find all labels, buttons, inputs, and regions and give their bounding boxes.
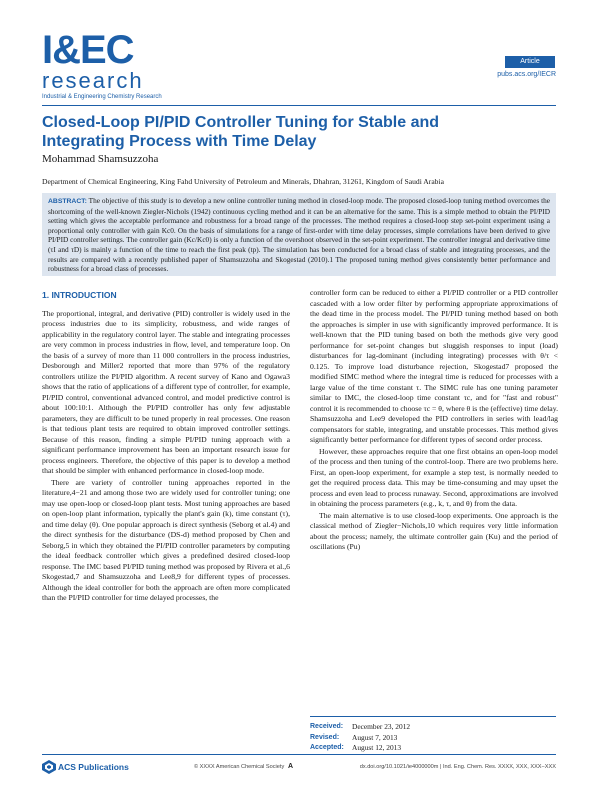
journal-logo-research: research [42, 68, 144, 93]
paragraph: There are variety of controller tuning approaches reported in the literature,4−21 and among those two are widely used for controller tuning; one may use open-loop or closed-loop plant tests. Most tuning approaches are based on open-loop plant information, typically the plant's gain (k), time constant (τ), and time delay (θ). One popular approach is direct synthesis (Seborg et al.4) and the direct synthesis for the disturbance (DS-d) method proposed by Chen and Seborg,5 in which they obtained the PI/PID controller parameters by computing the ideal feedback controller which gives a predefined desired closed-loop response. The IMC based PI/PID tuning method was proposed by Rivera et al.,6 Skogestad,7 and Shamsuzzoha and Lee8,9 for different types of processes. Although the ideal controller for both the approach are often more complicated than the PI/PID controller for time delayed processes, the [42, 477, 290, 602]
footer-divider [42, 754, 556, 755]
right-column [310, 288, 558, 554]
abstract-label: ABSTRACT: [48, 198, 87, 205]
received-label: Received: [310, 723, 344, 730]
author-affiliation: Department of Chemical Engineering, King Fahd University of Petroleum and Minerals, Dhahran, 31261, Kingdom of Saudi Arabia [42, 177, 444, 186]
doi-link[interactable]: dx.doi.org/10.1021/ie4000000m | Ind. Eng. Chem. Res. XXXX, XXX, XXX−XXX [359, 764, 556, 770]
left-column [42, 288, 290, 605]
revised-label: Revised: [310, 733, 340, 741]
article-type-badge: Article [505, 56, 555, 68]
publisher-name: ACS Publications [58, 762, 129, 772]
abstract-text: The objective of this study is to develop a new online controller tuning method in closed-loop mode. The proposed closed-loop tuning method overcomes the shortcoming of the well-known Ziegler-Nichols (1942) continuous cycling method and it can be an alternative for the same. This is a simple method to obtain the PI/PID setting which gives the acceptable performance and robustness for a broad range of the processes. The method requires a closed-loop step set-point experiment using a proportional only controller with gain Kc0. On the basis of simulations for a range of first-order with time delay processes, simple correlations have been derived to give PI/PID controller settings. The controller gain (Kc/Kc0) is only a function of the overshoot observed in the set-point experiment. The controller integral and derivative time (τI and τD) is mainly a function of the time to reach the first peak (tp). The simulation has been conducted for a broad class of stable and integrating processes, and the results are compared with a recently published paper of Shamsuzzoha and Skogestad (2010).1 The proposed tuning method gives consistently better performance and robustness for a broad class of processes. [48, 196, 550, 274]
page-footer [42, 760, 556, 774]
paragraph: However, these approaches require that one first obtains an open-loop model of the process and then tuning of the control-loop. There are two problems here. First, an open-loop experiment, for example a step test, is normally needed to get the required process data. This may be time-consuming and may upset the process and even lead to process runaway. Second, approximations are involved in obtaining the process parameters (e.g., k, τ, and θ) from the data. [310, 446, 558, 508]
journal-url-link[interactable]: pubs.acs.org/IECR [497, 71, 556, 78]
journal-logo: I&EC [42, 28, 134, 72]
accepted-label: Accepted: [310, 744, 344, 751]
publication-dates [310, 716, 556, 754]
paper-author: Mohammad Shamsuzzoha [42, 153, 159, 165]
date-row-accepted [310, 743, 556, 754]
page-number: A [288, 763, 294, 770]
revised-value: August 7, 2013 [352, 732, 398, 742]
date-row-received [310, 722, 556, 733]
journal-full-name: Industrial & Engineering Chemistry Research [42, 94, 162, 100]
paragraph: The main alternative is to use closed-loop experiments. One approach is the classical method of Ziegler−Nichols,10 which requires very little information about the process; namely, the ultimate controller gain (Ku) and the period of oscillations (Pu) [310, 510, 558, 551]
paragraph: controller form can be reduced to either a PI/PID controller or a PID controller cascaded with a low order filter by performing appropriate approximations of the dead time in the process model. The PI/PID tuning method based on both the approaches is simpler in use with significantly improved performance. It is well-known that the PID tuning based on both the methods give very good performance for set-point changes but sluggish responses to input (load) disturbances for lag-dominant (including integrating) processes with θ/τ < 0.125. To improve load disturbance rejection, Skogestad7 proposed the modified SIMC method where the integral time is reduced for processes with a large value of the time constant τ. The SIMC rule has one tuning parameter similar to IMC, the closed-loop time constant τc, and for "fast and robust" control it is recommended to choose τc = θ, where θ is the (effective) time delay. Shamsuzzoha and Lee9 developed the PID controllers in series with lead/lag compensators for stable, integrating, and unstable processes. This method gives significantly better performance for different types of second order process. [310, 288, 558, 444]
paper-title: Closed-Loop PI/PID Controller Tuning for Stable and Integrating Process with Time Delay [42, 114, 440, 150]
accepted-value: August 12, 2013 [352, 743, 402, 752]
abstract-box [42, 193, 556, 276]
section-heading-introduction: 1. INTRODUCTION [42, 290, 117, 300]
acs-logo-icon [42, 760, 56, 774]
date-row-revised [310, 733, 556, 744]
header-divider [42, 105, 556, 106]
paragraph: The proportional, integral, and derivative (PID) controller is widely used in the process industries due to its simplicity, robustness, and wide ranges of applicability in the regulatory control layer. The stable and integrating processes are very common in process industries in flow, level, and temperature loop. On the basis of a survey of more than 11 000 controllers in the process industries, Desborough and Miller2 reported that more than 97% of the regulatory controllers utilize the PI/PID algorithm. A recent survey of Kano and Ogawa3 shows that the ratio of applications of a different type of controller, for example, PI/PID control, conventional advanced control, and model predictive control is about 100:10:1. Although the PI/PID controller has only few adjustable parameters, they are difficult to be tuned properly in real processes. One reason is that tedious plant tests are required to obtain improved controller settings. Because of this reason, finding a simple PI/PID tuning approach with a significant performance improvement has been an important research issue for process engineers. Therefore, the objective of this paper is to develop a method that should be simpler with enhanced performance in closed-loop mode. [42, 308, 290, 475]
copyright-notice: © XXXX American Chemical Society [194, 764, 285, 770]
received-value: December 23, 2012 [352, 722, 411, 731]
